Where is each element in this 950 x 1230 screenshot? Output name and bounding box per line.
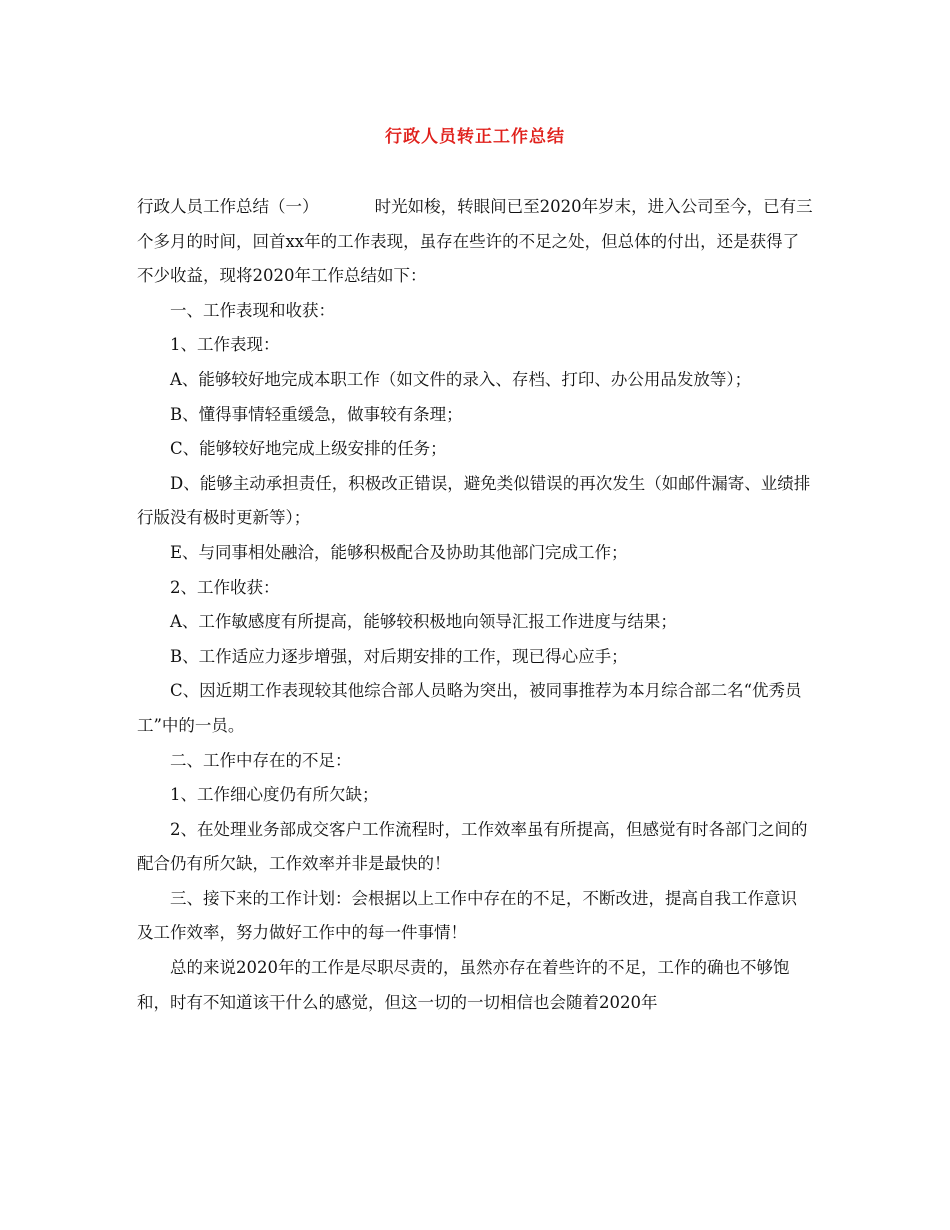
subheading-performance: 1、工作表现： — [170, 335, 280, 355]
document-body — [137, 190, 813, 1020]
intro-paragraph — [137, 190, 813, 294]
list-item: C、能够较好地完成上级安排的任务； — [170, 439, 447, 459]
closing-paragraph: 总的来说2020年的工作是尽职尽责的，虽然亦存在着些许的不足，工作的确也不够饱和，时有不知道该干什么的感觉，但这一切的一切相信也会随着2020年 — [137, 958, 790, 1012]
section-heading-2: 二、工作中存在的不足： — [170, 750, 352, 770]
list-item: C、因近期工作表现较其他综合部人员略为突出，被同事推荐为本月综合部二名“优秀员工”中的一员。 — [137, 681, 802, 735]
list-item: A、工作敏感度有所提高，能够较积极地向领导汇报工作进度与结果； — [170, 612, 677, 632]
list-item: E、与同事相处融洽，能够积极配合及协助其他部门完成工作； — [170, 542, 628, 562]
section-heading-3: 三、接下来的工作计划：会根据以上工作中存在的不足，不断改进，提高自我工作意识及工作效率，努力做好工作中的每一件事情！ — [137, 888, 797, 943]
list-item: 1、工作细心度仍有所欠缺； — [170, 785, 379, 805]
list-item: D、能够主动承担责任，积极改正错误，避免类似错误的再次发生（如邮件漏寄、业绩排行版没有极时更新等）； — [137, 473, 811, 528]
document-title: 行政人员转正工作总结 — [385, 127, 565, 147]
list-item: 2、在处理业务部成交客户工作流程时，工作效率虽有所提高，但感觉有时各部门之间的配合仍有所欠缺，工作效率并非是最快的！ — [137, 819, 808, 874]
list-item: A、能够较好地完成本职工作（如文件的录入、存档、打印、办公用品发放等）； — [170, 369, 752, 389]
intro-label: 行政人员工作总结（一） — [137, 197, 319, 216]
list-item: B、工作适应力逐步增强，对后期安排的工作，现已得心应手； — [170, 646, 628, 666]
section-heading-1: 一、工作表现和收获： — [170, 300, 335, 320]
intro-text: 时光如梭，转眼间已至2020年岁末，进入公司至今，已有三个多月的时间，回首xx年的工作表现，虽存在些许的不足之处，但总体的付出，还是获得了不少收益，现将2020年工作总结如下： — [137, 197, 813, 286]
subheading-gains: 2、工作收获： — [170, 577, 280, 597]
list-item: B、懂得事情轻重缓急，做事较有条理； — [170, 404, 463, 424]
